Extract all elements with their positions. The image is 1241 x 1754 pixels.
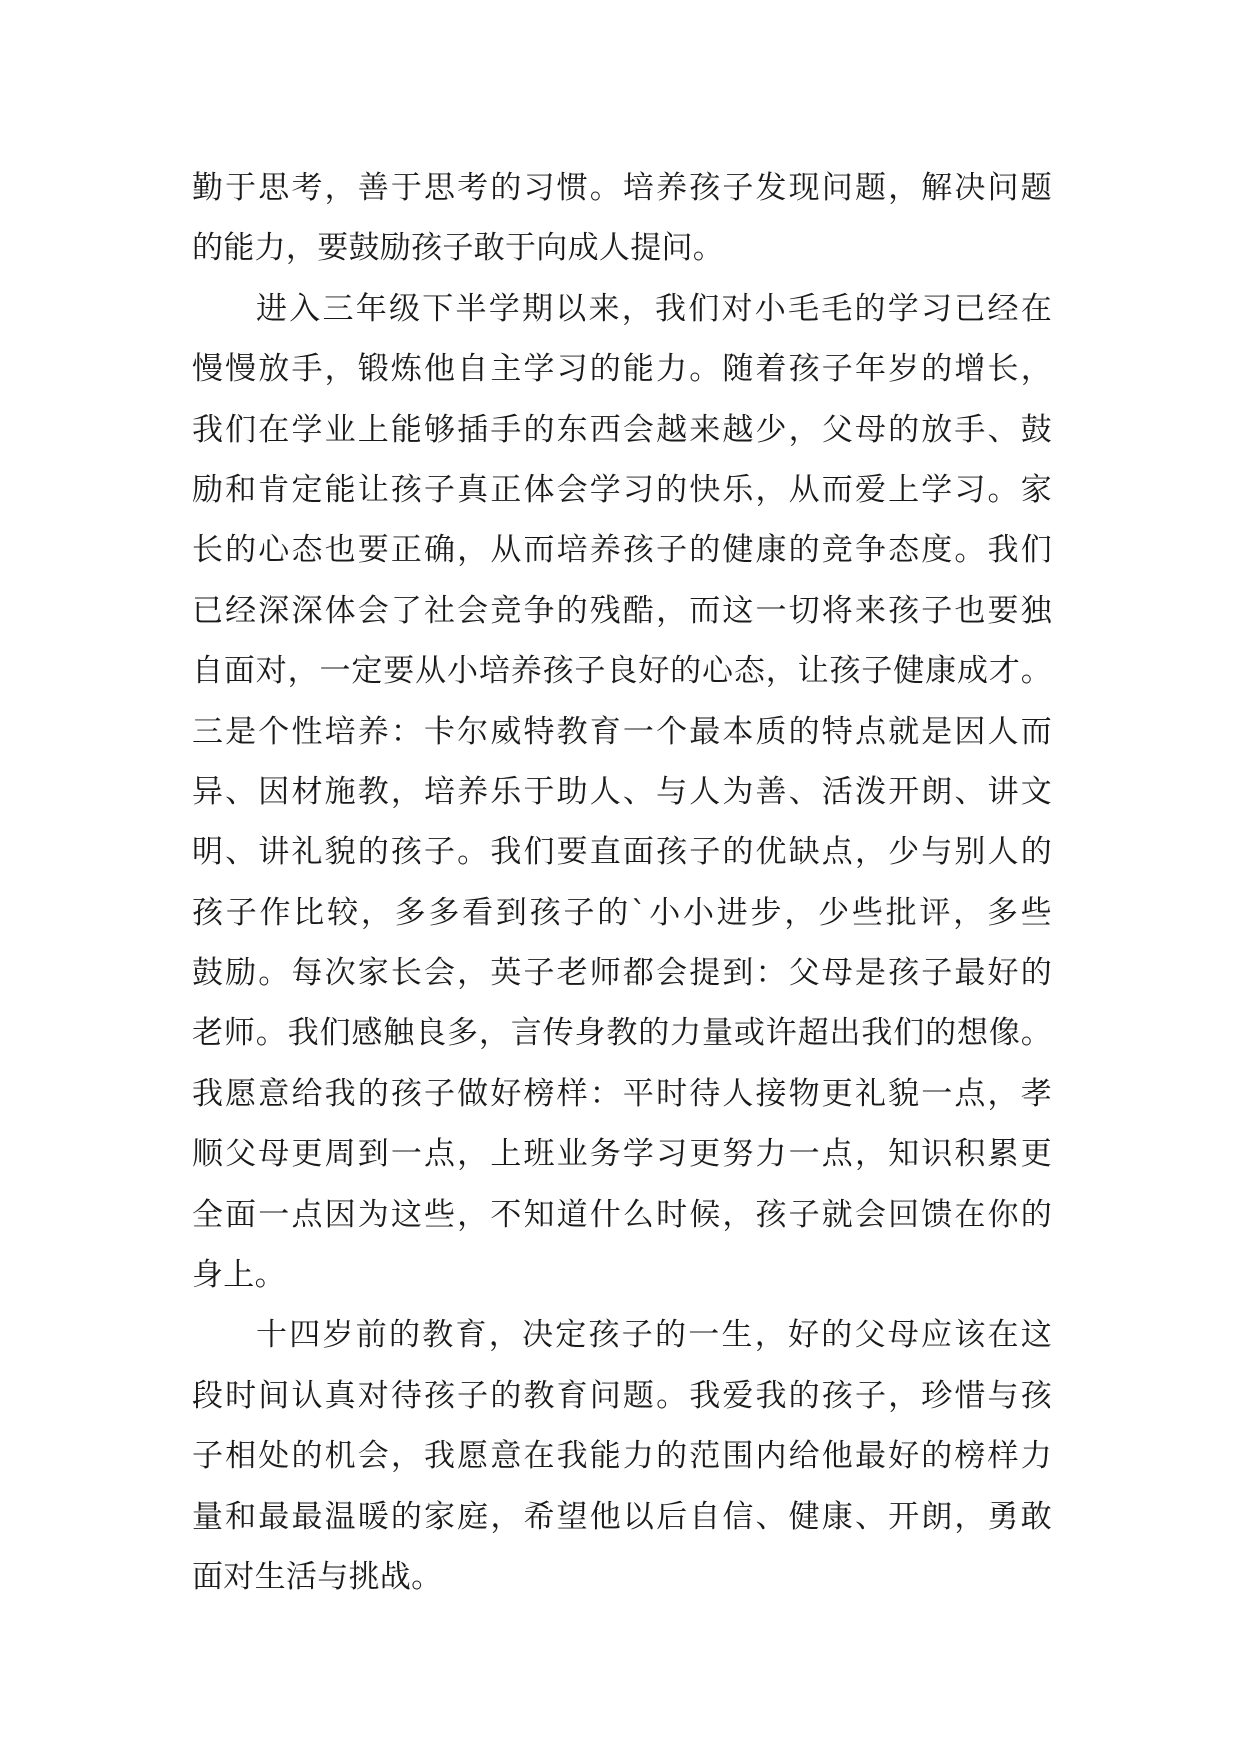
text-line: 的能力，要鼓励孩子敢于向成人提问。 <box>192 230 725 267</box>
text-line: 老师。我们感触良多，言传身教的力量或许超出我们的想像。 <box>192 1015 1052 1052</box>
text-line: 段时间认真对待孩子的教育问题。我爱我的孩子，珍惜与孩 <box>192 1377 1052 1414</box>
text-line: 我愿意给我的孩子做好榜样：平时待人接物更礼貌一点，孝 <box>192 1075 1052 1112</box>
text-line: 三是个性培养：卡尔威特教育一个最本质的特点就是因人而 <box>192 713 1052 750</box>
text-line: 全面一点因为这些，不知道什么时候，孩子就会回馈在你的 <box>192 1196 1052 1233</box>
text-line: 勤于思考，善于思考的习惯。培养孩子发现问题，解决问题 <box>192 170 1052 206</box>
text-line: 慢慢放手，锻炼他自主学习的能力。随着孩子年岁的增长， <box>192 351 1052 388</box>
text-line: 孩子作比较，多多看到孩子的`小小进步，少些批评，多些 <box>192 894 1052 931</box>
text-line: 明、讲礼貌的孩子。我们要直面孩子的优缺点，少与别人的 <box>192 834 1052 871</box>
text-line: 顺父母更周到一点，上班业务学习更努力一点，知识积累更 <box>192 1136 1052 1173</box>
text-line: 进入三年级下半学期以来，我们对小毛毛的学习已经在 <box>256 290 1052 327</box>
text-line: 子相处的机会，我愿意在我能力的范围内给他最好的榜样力 <box>192 1438 1052 1475</box>
text-line: 面对生活与挑战。 <box>192 1558 443 1595</box>
text-line: 量和最最温暖的家庭，希望他以后自信、健康、开朗，勇敢 <box>192 1498 1052 1535</box>
text-line: 已经深深体会了社会竞争的残酷，而这一切将来孩子也要独 <box>192 592 1052 629</box>
text-line: 自面对，一定要从小培养孩子良好的心态，让孩子健康成才。 <box>192 653 1052 690</box>
text-line: 异、因材施教，培养乐于助人、与人为善、活泼开朗、讲文 <box>192 773 1052 810</box>
text-line: 十四岁前的教育，决定孩子的一生，好的父母应该在这 <box>256 1317 1052 1354</box>
body-text <box>192 158 1052 1607</box>
text-line: 长的心态也要正确，从而培养孩子的健康的竞争态度。我们 <box>192 532 1052 569</box>
text-line: 我们在学业上能够插手的东西会越来越少，父母的放手、鼓 <box>192 411 1052 448</box>
text-line: 身上。 <box>192 1257 286 1294</box>
text-line: 鼓励。每次家长会，英子老师都会提到：父母是孩子最好的 <box>192 955 1052 992</box>
text-line: 励和肯定能让孩子真正体会学习的快乐，从而爱上学习。家 <box>192 471 1052 508</box>
